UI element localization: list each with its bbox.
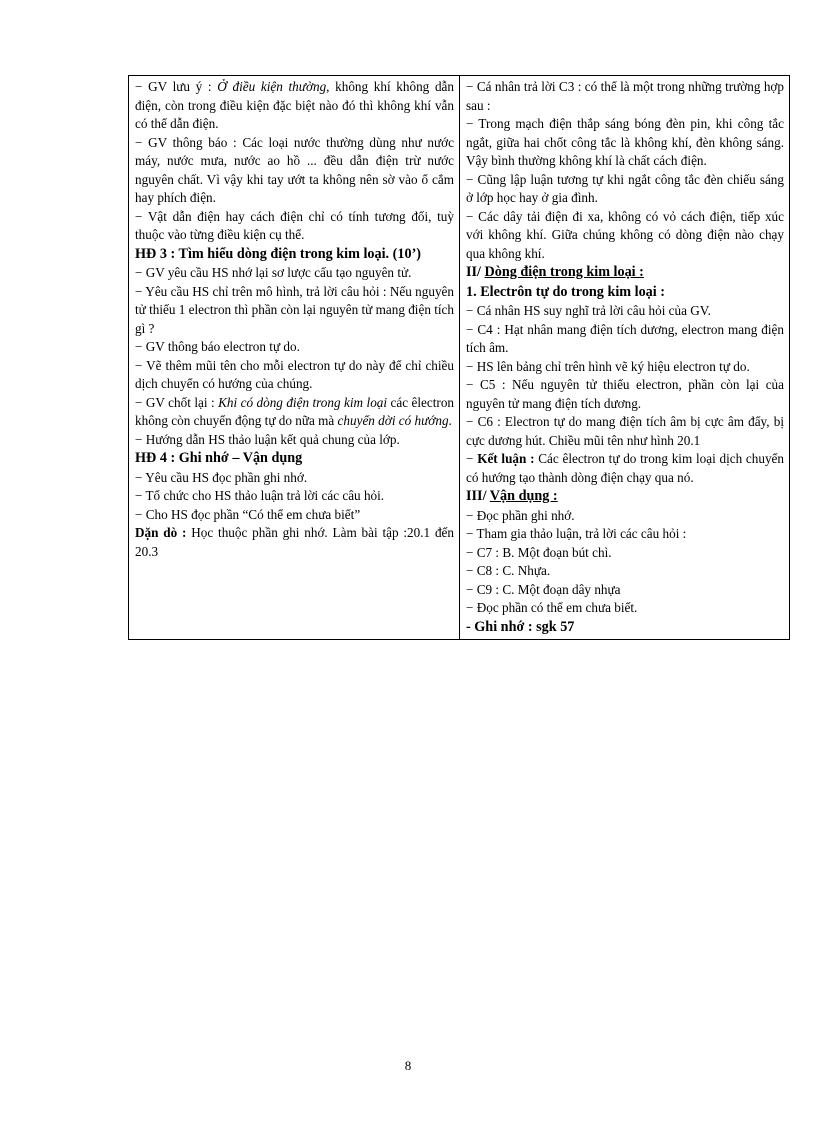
homework-label: Dặn dò : [135,525,187,540]
list-item: − Cũng lập luận tương tự khi ngắt công tắc đèn chiếu sáng ở lớp học hay ở gia đình. [466,171,784,205]
gv-conclusion-end: . [448,413,452,428]
list-item: − Đọc phần ghi nhớ. [466,507,575,523]
page-number: 8 [404,1058,412,1073]
gv-note [135,78,454,134]
gv-conclusion-italic: Khi có dòng điện trong kim loại [218,394,388,410]
list-item: − GV thông báo electron tự do. [135,339,300,354]
gv-conclusion-prefix: − GV chốt lại : [135,394,219,410]
list-item: − Cho HS đọc phần “Có thể em chưa biết” [135,506,361,522]
conclusion-prefix: − [466,451,478,466]
gv-announcement: − GV thông báo : Các loại nước thường dùng như nước máy, nước mưa, nước ao hồ ... đều dẫn điện trừ nước nguyên chất. Vì vậy khi tay ướt ta không nên sờ vào ổ cắm hay phích điện. [135,134,454,205]
section-2-number: II/ [466,264,485,280]
list-item: − Cá nhân HS suy nghĩ trả lời câu hỏi của GV. [466,303,711,318]
teacher-activities-column [129,76,460,640]
subsection-1-heading: 1. Electrôn tự do trong kim loại : [466,283,665,300]
conductor-note: − Vật dẫn điện hay cách điện chỉ có tính tương đối, tuỳ thuộc vào từng điều kiện cụ thể. [135,208,454,242]
section-2-heading [466,263,784,283]
section-3-heading [466,487,784,507]
lesson-table [128,75,790,640]
list-item: − Yêu cầu HS chỉ trên mô hình, trả lời câu hỏi : Nếu nguyên tử thiếu 1 electron thì phần còn lại nguyên tử mang điện tích gì ? [135,283,454,336]
list-item: − C6 : Electron tự do mang điện tích âm bị cực âm đẩy, bị cực dương hút. Chiều mũi tên như hình 20.1 [466,414,784,448]
gv-conclusion-italic: chuyển dời có hướng [337,413,449,428]
list-item: − C5 : Nếu nguyên tử thiếu electron, phần còn lại của nguyên tử mang điện tích dương. [466,377,784,411]
list-item: − Tham gia thảo luận, trả lời các câu hỏi : [466,526,687,541]
student-activities-column [460,76,790,640]
conclusion [466,450,784,487]
gv-note-italic: Ở điều kiện thường [217,79,327,94]
list-item: − Vẽ thêm mũi tên cho mỗi electron tự do này để chỉ chiều dịch chuyển có hướng của chúng. [135,357,454,391]
homework [135,524,454,561]
hd3-heading: HĐ 3 : Tìm hiểu dòng điện trong kim loại. (10’) [135,245,422,262]
section-3-number: III/ [466,488,490,504]
list-item: − Yêu cầu HS đọc phần ghi nhớ. [135,469,308,485]
discussion-guide: − Hướng dẫn HS thảo luận kết quả chung của lớp. [135,431,400,447]
gv-note-prefix: − GV lưu ý : [135,79,218,94]
list-item: − Trong mạch điện thắp sáng bóng đèn pin, khi công tắc ngắt, giữa hai chốt công tắc là không khí, đèn không sáng. Vậy bình thường không khí là chất cách điện. [466,116,784,168]
list-item: − C7 : B. Một đoạn bút chì. [466,544,612,560]
list-item: − Các dây tải điện đi xa, không có vỏ cách điện, tiếp xúc với không khí. Giữa chúng không có dòng điện nào chạy qua không khí. [466,208,784,261]
list-item: − Đọc phần có thể em chưa biết. [466,600,638,615]
list-item: − C4 : Hạt nhân mang điện tích dương, electron mang điện tích âm. [466,321,784,355]
list-item: − HS lên bảng chỉ trên hình vẽ ký hiệu electron tự do. [466,358,750,374]
section-2-title: Dòng điện trong kim loại : [484,264,644,280]
memo-note: - Ghi nhớ : sgk 57 [466,618,575,635]
homework-text: Học thuộc phần ghi nhớ. Làm bài tập :20.1 đến 20.3 [135,525,454,559]
section-3-title: Vận dụng : [489,488,558,504]
gv-conclusion-mid: các êlectron không còn chuyển động tự do nữa mà [135,394,455,428]
list-item: − Cá nhân trả lời C3 : có thể là một trong những trường hợp sau : [466,79,784,113]
hd4-heading: HĐ 4 : Ghi nhớ – Vận dụng [135,450,303,466]
list-item: − GV yêu cầu HS nhớ lại sơ lược cấu tạo nguyên tử. [135,265,412,280]
list-item: − C8 : C. Nhựa. [466,563,551,578]
gv-conclusion [135,394,454,431]
gv-note-rest: , không khí không dẫn điện, còn trong điều kiện đặc biệt nào đó thì không khí vẫn có thể dẫn điện. [135,79,454,131]
conclusion-text: Các êlectron tự do trong kim loại dịch chuyển có hướng tạo thành dòng điện chạy qua nó. [466,451,784,485]
conclusion-label: Kết luận : [477,451,535,466]
list-item: − Tổ chức cho HS thảo luận trả lời các câu hỏi. [135,488,385,503]
list-item: − C9 : C. Một đoạn dây nhựa [466,581,621,597]
